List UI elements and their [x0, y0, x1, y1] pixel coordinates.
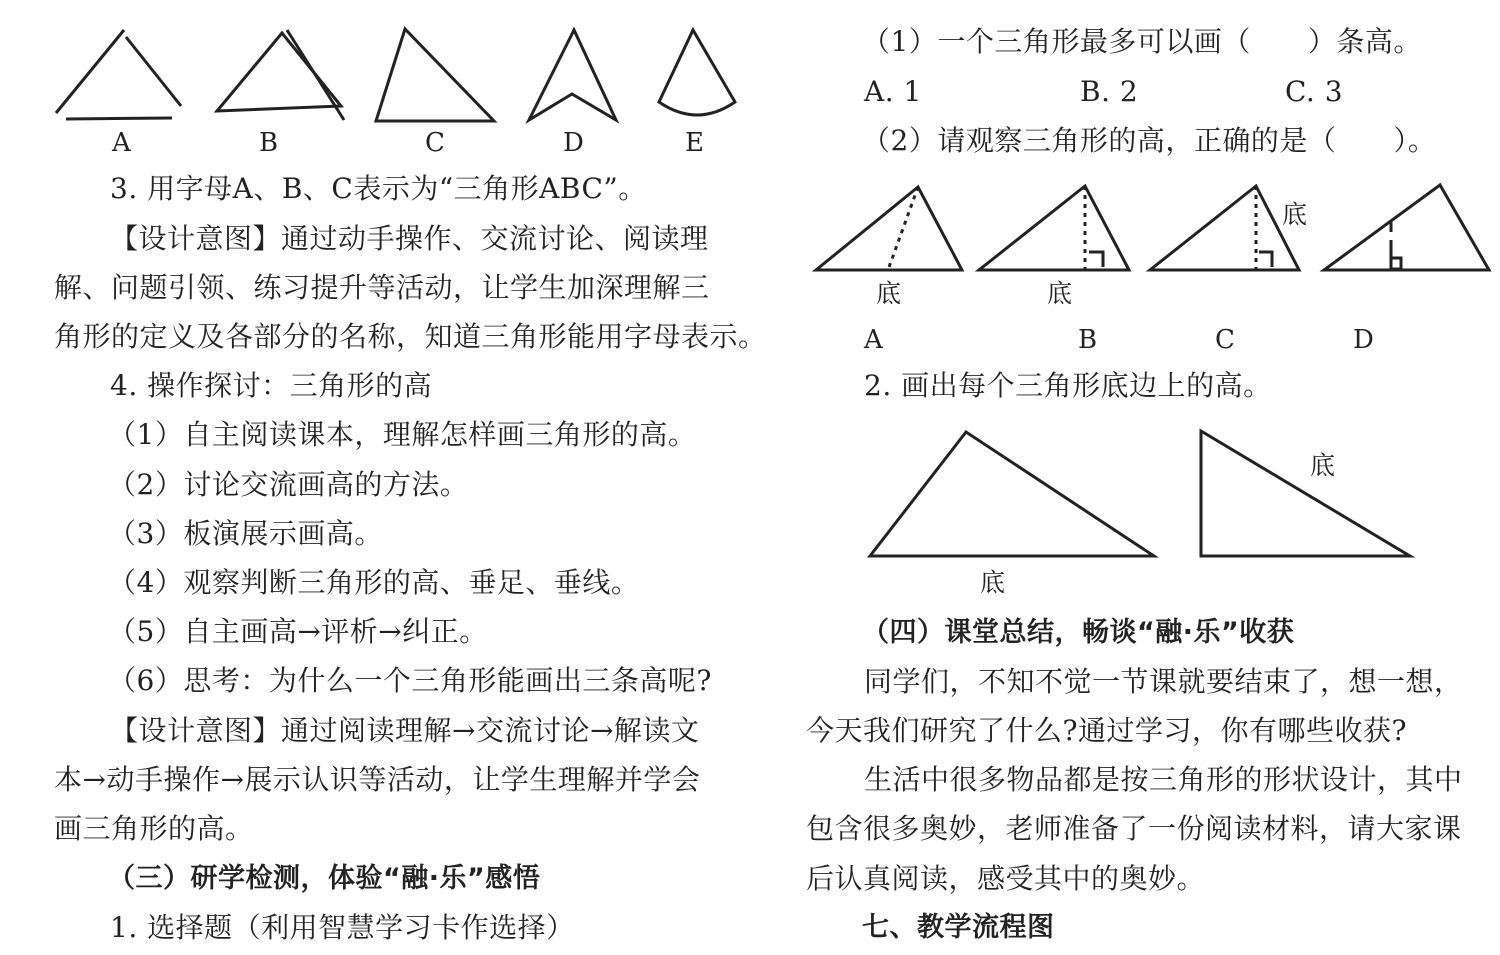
section-3-heading: （三）研学检测，体验“融·乐”感悟 — [108, 863, 541, 894]
summary-para-1-line-1: 同学们，不知不觉一节课就要结束了，想一想， — [864, 665, 1463, 698]
fig-a-base-label: 底 — [876, 279, 902, 308]
option-b: B. 2 — [1080, 75, 1139, 108]
fig-label-d: D — [1353, 325, 1374, 355]
option-a: A. 1 — [864, 75, 922, 108]
fig-b-triangle — [979, 186, 1129, 270]
substep-5: （5）自主画高→评析→纠正。 — [108, 615, 488, 648]
fig-d-triangle — [1324, 185, 1489, 270]
exercise-2-base-label: 底 — [1310, 451, 1336, 480]
shape-label-b: B — [259, 128, 279, 158]
fig-label-b: B — [1078, 325, 1098, 355]
design-intent-1-line-2: 解、问题引领、练习提升等活动，让学生加深理解三 — [54, 271, 710, 304]
shape-label-e: E — [685, 128, 704, 158]
fig-c-triangle — [1150, 186, 1299, 270]
question-1-2: （2）请观察三角形的高，正确的是（ ）。 — [862, 124, 1437, 157]
summary-para-2-line-3: 后认真阅读，感受其中的奥妙。 — [806, 862, 1206, 895]
fig-label-c: C — [1215, 325, 1235, 355]
question-1-1: （1）一个三角形最多可以画（ ）条高。 — [862, 25, 1422, 58]
design-intent-1-line-3: 角形的定义及各部分的名称，知道三角形能用字母表示。 — [54, 320, 767, 353]
step-4-heading: 4. 操作探讨：三角形的高 — [110, 369, 433, 402]
design-intent-1-line-1: 【设计意图】通过动手操作、交流讨论、阅读理 — [110, 222, 709, 255]
fig-a-triangle — [816, 187, 962, 270]
substep-4: （4）观察判断三角形的高、垂足、垂线。 — [108, 566, 640, 599]
substep-6: （6）思考：为什么一个三角形能画出三条高呢? — [108, 664, 712, 697]
fig-b-base-label: 底 — [1047, 279, 1073, 308]
summary-para-2-line-2: 包含很多奥妙，老师准备了一份阅读材料，请大家课 — [806, 812, 1462, 845]
question-2-text: 2. 画出每个三角形底边上的高。 — [864, 369, 1272, 402]
design-intent-2-line-2: 本→动手操作→展示认识等活动，让学生理解并学会 — [54, 763, 701, 796]
shape-label-d: D — [563, 128, 584, 158]
substep-2: （2）讨论交流画高的方法。 — [108, 468, 469, 501]
shape-a-figure — [56, 30, 181, 119]
step-3-text: 3. 用字母A、B、C表示为“三角形ABC”。 — [110, 172, 647, 205]
shape-label-a: A — [112, 128, 131, 158]
option-c: C. 3 — [1285, 75, 1344, 108]
shape-c-figure — [376, 29, 494, 121]
exercise-triangle-1 — [870, 432, 1154, 556]
design-intent-2-line-3: 画三角形的高。 — [54, 812, 254, 845]
question-1-text: 1. 选择题（利用智慧学习卡作选择） — [110, 911, 575, 944]
section-7-heading: 七、教学流程图 — [862, 912, 1055, 943]
substep-3: （3）板演展示画高。 — [108, 517, 383, 550]
fig-c-base-label: 底 — [1282, 200, 1308, 229]
substep-1: （1）自主阅读课本，理解怎样画三角形的高。 — [108, 418, 697, 451]
exercise-1-base-label: 底 — [980, 568, 1006, 597]
shape-d-figure — [529, 30, 616, 120]
section-4-heading: （四）课堂总结，畅谈“融·乐”收获 — [862, 617, 1295, 648]
shape-label-c: C — [425, 128, 445, 158]
shape-e-figure — [659, 30, 735, 115]
exercise-triangle-2 — [1201, 431, 1410, 556]
summary-para-2-line-1: 生活中很多物品都是按三角形的形状设计，其中 — [864, 763, 1463, 796]
fig-label-a: A — [864, 325, 883, 355]
summary-para-1-line-2: 今天我们研究了什么?通过学习，你有哪些收获? — [806, 714, 1408, 747]
shape-b-figure — [217, 33, 341, 111]
design-intent-2-line-1: 【设计意图】通过阅读理解→交流讨论→解读文 — [110, 714, 700, 747]
